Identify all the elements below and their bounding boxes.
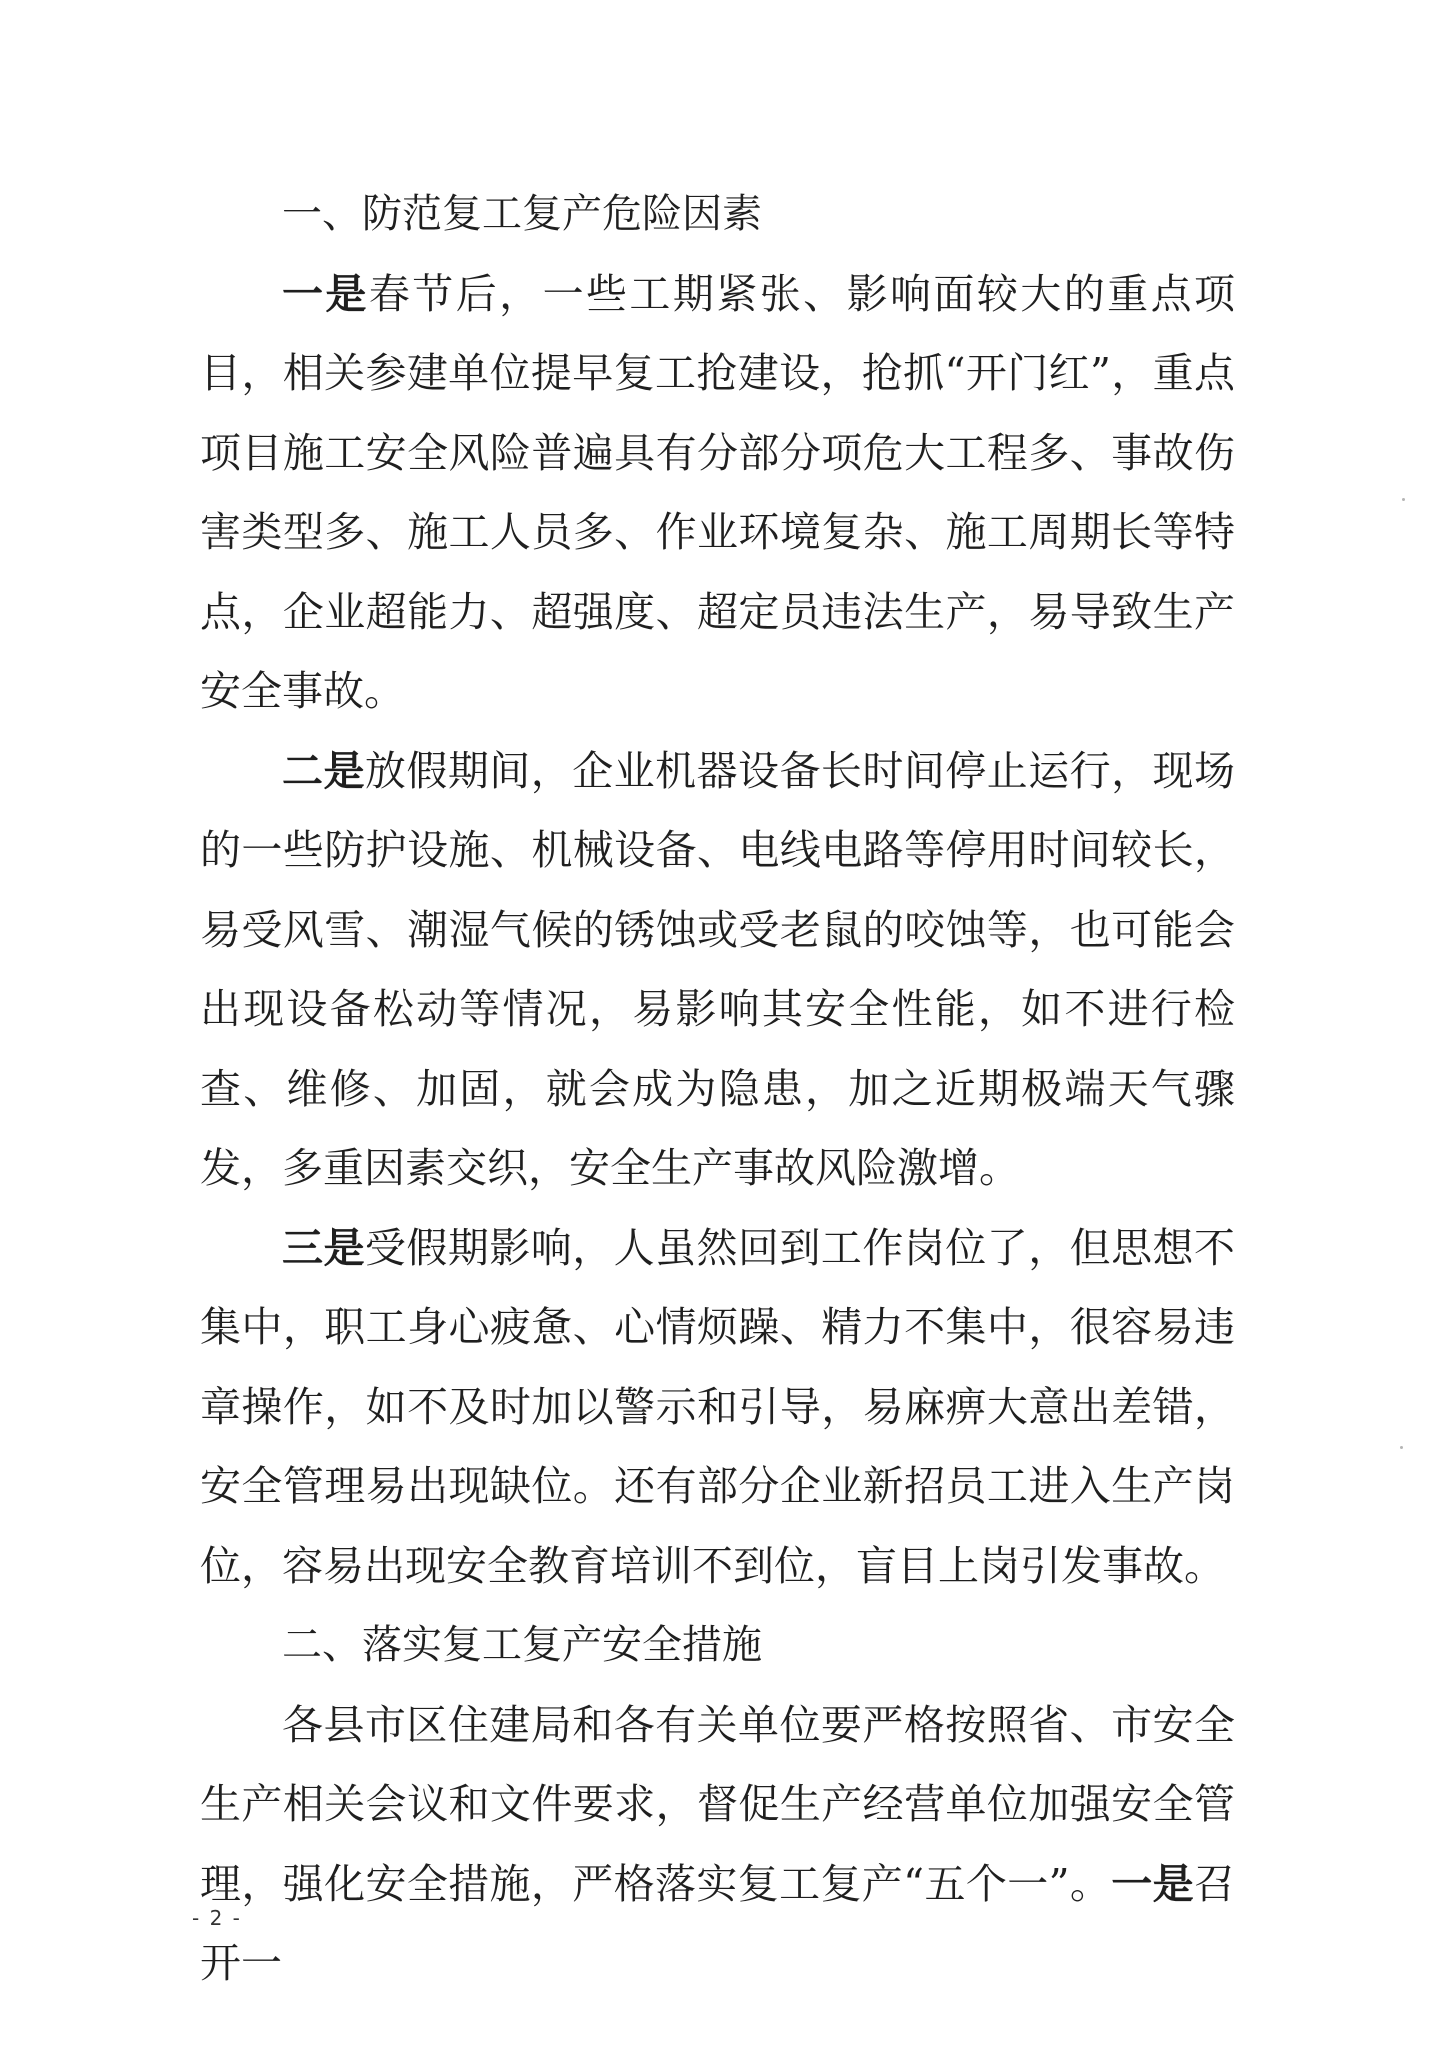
paragraph-4-tail: 召开一 xyxy=(200,1859,1236,1987)
paragraph-3-text: 受假期影响，人虽然回到工作岗位了，但思想不集中，职工身心疲惫、心情烦躁、精力不集中，很容易违章操作，如不及时加以警示和引导，易麻痹大意出差错，安全管理易出现缺位。还有部分企业新招员工进入生产岗位，容易出现安全教育培训不到位，盲目上岗引发事故。 xyxy=(200,1223,1236,1590)
paragraph-2-text: 放假期间，企业机器设备长时间停止运行，现场的一些防护设施、机械设备、电线电路等停用时间较长，易受风雪、潮湿气候的锈蚀或受老鼠的咬蚀等，也可能会出现设备松动等情况，易影响其安全性能，如不进行检查、维修、加固，就会成为隐患，加之近期极端天气骤发，多重因素交织，安全生产事故风险激增。 xyxy=(200,746,1236,1192)
section-heading-2: 二、落实复工复产安全措施 xyxy=(282,1622,762,1668)
paragraph-2-lead: 二是 xyxy=(282,746,365,795)
page-number: - 2 - xyxy=(192,1906,242,1930)
paragraph-1-text: 春节后，一些工期紧张、影响面较大的重点项目，相关参建单位提早复工抢建设，抢抓“开门红”，重点项目施工安全风险普遍具有分部分项危大工程多、事故伤害类型多、施工人员多、作业环境复杂、施工周期长等特点，企业超能力、超强度、超定员违法生产，易导致生产安全事故。 xyxy=(200,269,1236,715)
paragraph-4-text: 各县市区住建局和各有关单位要严格按照省、市安全生产相关会议和文件要求，督促生产经营单位加强安全管理，强化安全措施，严格落实复工复产“五个一”。 xyxy=(200,1700,1235,1908)
paragraph-4-lead: 一是 xyxy=(1111,1859,1195,1908)
paragraph-3 xyxy=(200,1209,1235,1607)
paragraph-2 xyxy=(200,732,1235,1209)
scan-speck xyxy=(1402,498,1405,501)
paragraph-3-lead: 三是 xyxy=(282,1223,365,1272)
scan-speck xyxy=(1400,1446,1403,1449)
paragraph-4 xyxy=(200,1686,1235,2004)
document-body xyxy=(200,175,1235,2004)
paragraph-1 xyxy=(200,255,1235,732)
paragraph-1-lead: 一是 xyxy=(282,269,369,318)
section-heading-1: 一、防范复工复产危险因素 xyxy=(282,191,762,237)
